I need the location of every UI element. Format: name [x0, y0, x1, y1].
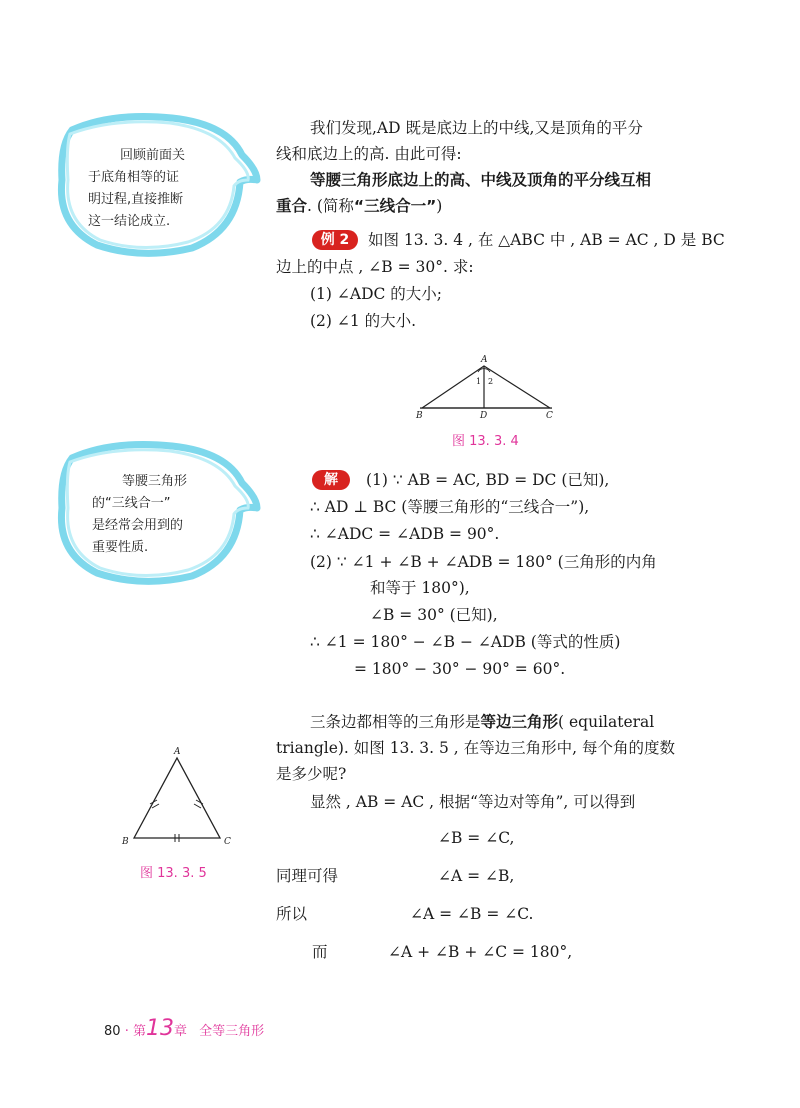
fig2-label-b: B	[122, 837, 129, 847]
example-line-2: 边上的中点 , ∠B = 30°. 求:	[276, 258, 474, 276]
side-note-2-line-4: 重要性质.	[92, 540, 149, 555]
chapter-prefix: 第	[132, 1024, 146, 1039]
figure-13-3-4-caption: 图 13. 3. 4	[452, 434, 519, 449]
side-note-1-line-1: 回顾前面关	[120, 148, 186, 163]
example-badge: 例 2	[312, 230, 358, 250]
footer-dot: ·	[124, 1024, 129, 1039]
solution-line-4: (2) ∵ ∠1 + ∠B + ∠ADB = 180° (三角形的内角	[310, 553, 657, 571]
side-note-2-line-2: 的“三线合一”	[92, 496, 171, 511]
equilateral-term: 等边三角形	[480, 713, 559, 731]
theorem-line-1: 等腰三角形底边上的高、中线及顶角的平分线互相	[310, 171, 652, 189]
fig2-label-a: A	[174, 747, 181, 757]
intro-line-1: 我们发现,AD 既是底边上的中线,又是顶角的平分	[310, 119, 643, 137]
intro-line-2: 线和底边上的高. 由此可得:	[276, 145, 462, 163]
equation-2-prefix: 同理可得	[276, 867, 339, 885]
chapter-suffix: 章	[173, 1024, 187, 1039]
equilateral-line-2: triangle). 如图 13. 3. 5 , 在等边三角形中, 每个角的度数	[276, 739, 675, 757]
fig1-label-1: 1	[476, 377, 482, 386]
theorem-line-2	[276, 196, 442, 216]
fig1-label-2: 2	[488, 377, 494, 386]
figure-13-3-5-caption: 图 13. 3. 5	[140, 866, 207, 881]
fig1-label-b: B	[416, 411, 423, 421]
page-footer	[104, 1016, 264, 1041]
example-line-1: 如图 13. 3. 4 , 在 △ABC 中 , AB = AC , D 是 BC	[368, 231, 725, 249]
theorem-abbrev-close: )	[436, 197, 443, 215]
theorem-abbrev: “三线合一”	[353, 197, 437, 215]
equation-1: ∠B = ∠C,	[438, 829, 515, 847]
solution-line-6: ∠B = 30° (已知),	[370, 606, 498, 624]
solution-badge: 解	[312, 470, 350, 490]
equilateral-line-4: 显然 , AB = AC , 根据“等边对等角”, 可以得到	[310, 793, 636, 811]
solution-line-3: ∴ ∠ADC = ∠ADB = 90°.	[310, 525, 500, 543]
chapter-number: 13	[145, 1016, 174, 1041]
equation-3: ∠A = ∠B = ∠C.	[410, 905, 534, 923]
equation-4: ∠A + ∠B + ∠C = 180°,	[388, 943, 573, 961]
theorem-abbrev-prefix: . (简称	[307, 197, 354, 215]
solution-line-8: = 180° − 30° − 90° = 60°.	[354, 660, 566, 678]
figure-13-3-4	[408, 352, 568, 422]
solution-line-5: 和等于 180°),	[370, 579, 470, 597]
solution-line-1: (1) ∵ AB = AC, BD = DC (已知),	[366, 471, 610, 489]
page-number: 80	[104, 1024, 121, 1039]
fig1-label-d: D	[480, 411, 488, 421]
equation-2: ∠A = ∠B,	[438, 867, 515, 885]
equation-4-prefix: 而	[312, 943, 328, 961]
fig1-label-c: C	[546, 411, 553, 421]
solution-line-7: ∴ ∠1 = 180° − ∠B − ∠ADB (等式的性质)	[310, 633, 621, 651]
fig1-label-a: A	[481, 355, 488, 365]
equilateral-line-3: 是多少呢?	[276, 765, 347, 783]
side-note-1-line-4: 这一结论成立.	[88, 214, 171, 229]
side-note-1-line-3: 明过程,直接推断	[88, 192, 184, 207]
question-2: (2) ∠1 的大小.	[310, 312, 417, 330]
theorem-keyword: 重合	[276, 197, 308, 215]
equilateral-line-1-c: ( equilateral	[558, 713, 655, 731]
side-note-1-line-2: 于底角相等的证	[88, 170, 180, 185]
equilateral-line-1-a: 三条边都相等的三角形是	[310, 713, 481, 731]
fig2-label-c: C	[224, 837, 231, 847]
question-1: (1) ∠ADC 的大小;	[310, 285, 442, 303]
equilateral-line-1	[310, 712, 654, 732]
side-note-2-line-3: 是经常会用到的	[92, 518, 184, 533]
equation-3-prefix: 所以	[276, 905, 308, 923]
side-note-2-line-1: 等腰三角形	[122, 474, 188, 489]
chapter-title: 全等三角形	[199, 1024, 265, 1039]
figure-13-3-5	[118, 746, 238, 850]
solution-line-2: ∴ AD ⊥ BC (等腰三角形的“三线合一”),	[310, 498, 590, 516]
